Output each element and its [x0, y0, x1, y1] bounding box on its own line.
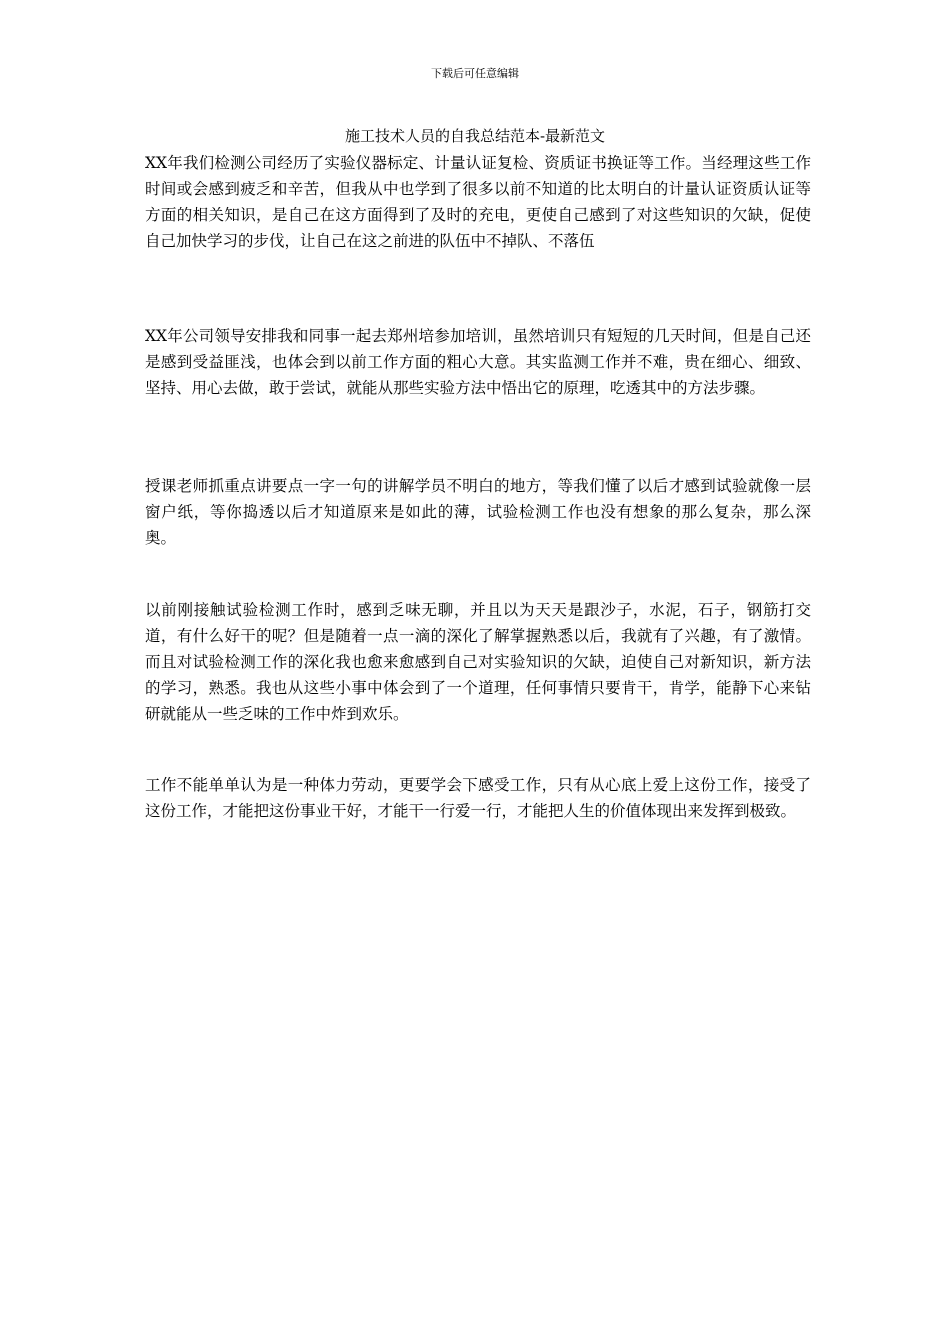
paragraph-2: XX年公司领导安排我和同事一起去郑州培参加培训，虽然培训只有短短的几天时间，但是自己还是感到受益匪浅，也体会到以前工作方面的粗心大意。其实监测工作并不难，贵在细心、细致、坚持、用心去做，敢于尝试，就能从那些实验方法中悟出它的原理，吃透其中的方法步骤。	[145, 327, 811, 397]
document-title: 施工技术人员的自我总结范本-最新范文	[344, 127, 606, 145]
paragraph-3: 授课老师抓重点讲要点一字一句的讲解学员不明白的地方，等我们懂了以后才感到试验就像一层窗户纸，等你捣透以后才知道原来是如此的薄，试验检测工作也没有想象的那么复杂，那么深奥。	[145, 477, 811, 547]
paragraph-5: 工作不能单单认为是一种体力劳动，更要学会下感受工作，只有从心底上爱上这份工作，接受了这份工作，才能把这份事业干好，才能干一行爱一行，才能把人生的价值体现出来发挥到极致。	[145, 776, 811, 820]
paragraph-1: XX年我们检测公司经历了实验仪器标定、计量认证复检、资质证书换证等工作。当经理这些工作时间或会感到疲乏和辛苦，但我从中也学到了很多以前不知道的比太明白的计量认证资质认证等方面的相关知识，是自己在这方面得到了及时的充电，更使自己感到了对这些知识的欠缺，促使自己加快学习的步伐，让自己在这之前进的队伍中不掉队、不落伍	[145, 154, 811, 250]
page-header-note: 下载后可任意编辑	[431, 67, 519, 80]
paragraph-4: 以前刚接触试验检测工作时，感到乏味无聊，并且以为天天是跟沙子，水泥，石子，钢筋打交道，有什么好干的呢？但是随着一点一滴的深化了解掌握熟悉以后，我就有了兴趣，有了激情。而且对试验检测工作的深化我也愈来愈感到自己对实验知识的欠缺，迫使自己对新知识，新方法的学习，熟悉。我也从这些小事中体会到了一个道理，任何事情只要肯干，肯学，能静下心来钻研就能从一些乏味的工作中炸到欢乐。	[145, 601, 811, 723]
